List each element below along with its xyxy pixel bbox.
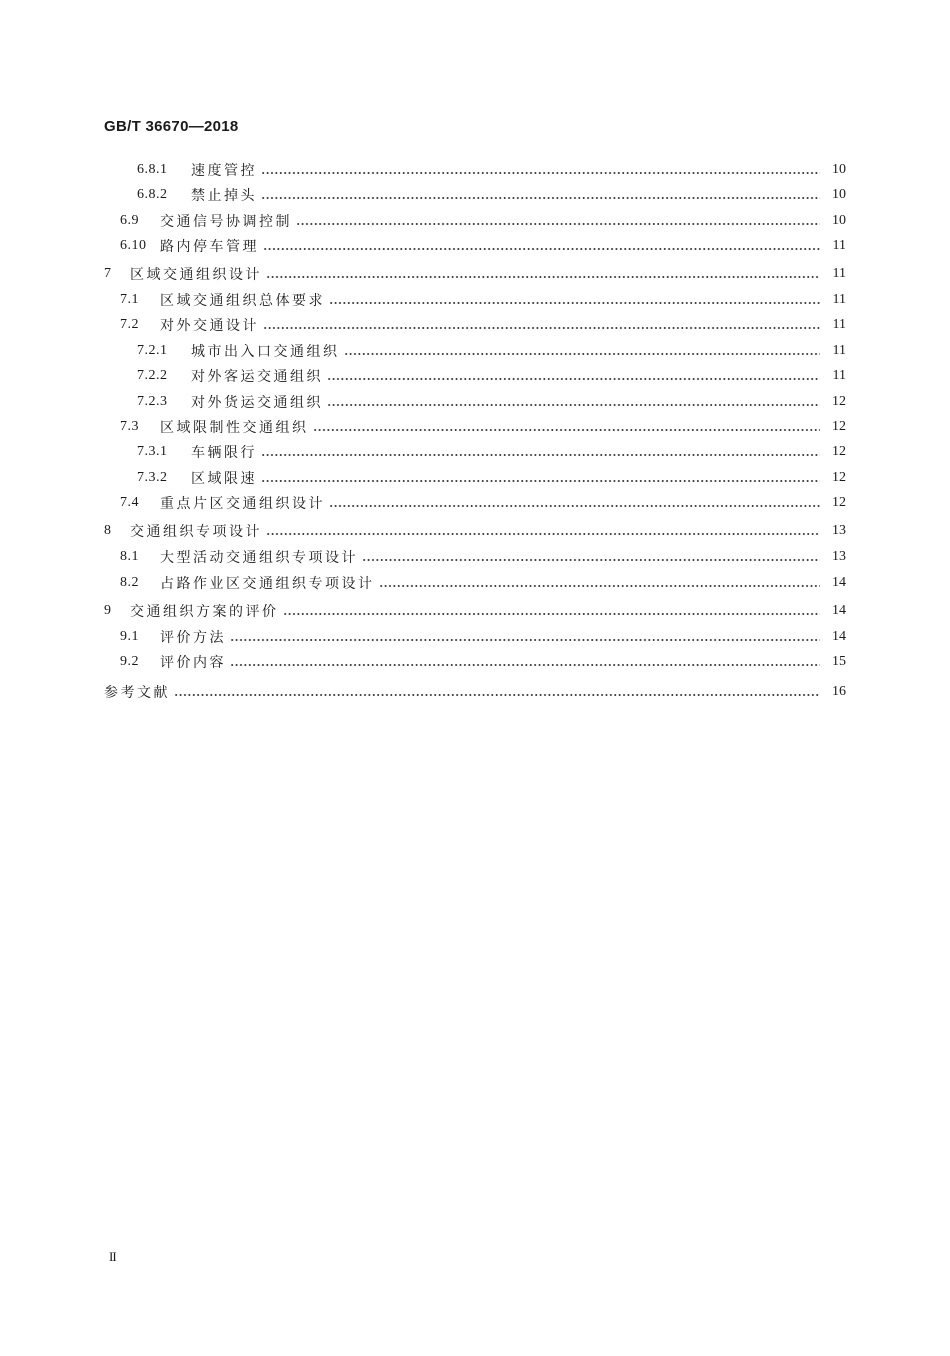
toc-entry-title: 交通组织专项设计 — [130, 524, 262, 540]
toc-dot-leader — [329, 293, 820, 307]
toc-entry-number: 7.2 — [120, 317, 139, 332]
toc-entry-title: 对外客运交通组织 — [191, 369, 323, 385]
toc-entry-title: 城市出入口交通组织 — [191, 344, 340, 360]
toc-entry-title: 重点片区交通组织设计 — [160, 496, 325, 512]
toc-entry-title: 交通组织方案的评价 — [130, 604, 279, 620]
toc-entry[interactable] — [137, 391, 846, 413]
toc-entry-title: 评价方法 — [160, 630, 226, 646]
page-number: II — [109, 1249, 116, 1264]
toc-entry-title: 对外交通设计 — [160, 318, 259, 334]
toc-entry[interactable] — [137, 441, 846, 463]
toc-entry-number: 7.3.1 — [137, 444, 168, 459]
toc-entry[interactable] — [120, 572, 846, 594]
toc-entry-number: 7.2.3 — [137, 394, 168, 409]
toc-entry-title: 大型活动交通组织专项设计 — [160, 550, 358, 566]
toc-entry-page: 10 — [832, 187, 846, 202]
toc-entry[interactable] — [137, 467, 846, 489]
toc-entry-title: 评价内容 — [160, 655, 226, 671]
toc-entry[interactable] — [104, 681, 846, 703]
toc-entry-title: 对外货运交通组织 — [191, 395, 323, 411]
toc-entry-title: 区域限速 — [191, 471, 257, 487]
toc-entry-page: 12 — [832, 419, 846, 434]
toc-dot-leader — [313, 420, 821, 434]
toc-entry-number: 6.8.2 — [137, 187, 168, 202]
toc-dot-leader — [261, 445, 820, 459]
toc-dot-leader — [362, 550, 820, 564]
toc-entry-page: 11 — [832, 368, 846, 383]
toc-entry-number: 8.2 — [120, 575, 139, 590]
toc-dot-leader — [174, 685, 820, 699]
toc-dot-leader — [230, 655, 820, 669]
toc-entry-number: 7.4 — [120, 495, 139, 510]
toc-dot-leader — [230, 630, 820, 644]
toc-dot-leader — [261, 471, 820, 485]
toc-entry-page: 14 — [832, 629, 846, 644]
toc-entry[interactable] — [120, 546, 846, 568]
toc-dot-leader — [266, 267, 820, 281]
toc-entry-page: 12 — [832, 470, 846, 485]
toc-entry-page: 11 — [832, 317, 846, 332]
toc-entry-page: 10 — [832, 162, 846, 177]
toc-entry-number: 9 — [104, 603, 112, 618]
toc-entry[interactable] — [137, 184, 846, 206]
toc-dot-leader — [344, 344, 821, 358]
toc-dot-leader — [283, 604, 821, 618]
toc-entry-page: 10 — [832, 213, 846, 228]
toc-entry[interactable] — [104, 263, 846, 285]
toc-entry-number: 7.1 — [120, 292, 139, 307]
toc-entry-title: 交通信号协调控制 — [160, 214, 292, 230]
toc-entry[interactable] — [137, 365, 846, 387]
toc-entry-title: 占路作业区交通组织专项设计 — [160, 576, 375, 592]
toc-entry-number: 8.1 — [120, 549, 139, 564]
toc-dot-leader — [379, 576, 821, 590]
toc-entry-title: 区域交通组织总体要求 — [160, 293, 325, 309]
toc-entry-number: 7.3.2 — [137, 470, 168, 485]
toc-entry-number: 7.2.1 — [137, 343, 168, 358]
toc-entry-number: 6.8.1 — [137, 162, 168, 177]
toc-entry-title: 速度管控 — [191, 163, 257, 179]
toc-entry-page: 12 — [832, 444, 846, 459]
toc-entry[interactable] — [120, 492, 846, 514]
toc-entry-page: 11 — [832, 238, 846, 253]
toc-entry-page: 11 — [832, 266, 846, 281]
toc-entry-page: 13 — [832, 549, 846, 564]
toc-entry[interactable] — [120, 210, 846, 232]
toc-entry-number: 9.2 — [120, 654, 139, 669]
toc-entry[interactable] — [120, 289, 846, 311]
toc-entry-page: 11 — [832, 292, 846, 307]
toc-entry-number: 8 — [104, 523, 112, 538]
toc-entry-page: 12 — [832, 394, 846, 409]
toc-entry-page: 12 — [832, 495, 846, 510]
toc-dot-leader — [327, 395, 820, 409]
toc-entry-number: 6.10 — [120, 238, 147, 253]
toc-entry-number: 7.3 — [120, 419, 139, 434]
toc-entry-title: 区域限制性交通组织 — [160, 420, 309, 436]
toc-entry[interactable] — [120, 235, 846, 257]
toc-entry-page: 11 — [832, 343, 846, 358]
toc-entry-number: 6.9 — [120, 213, 139, 228]
toc-entry[interactable] — [120, 651, 846, 673]
toc-dot-leader — [261, 163, 820, 177]
toc-entry-page: 13 — [832, 523, 846, 538]
toc-entry-page: 14 — [832, 575, 846, 590]
standard-code: GB/T 36670—2018 — [104, 118, 239, 135]
toc-dot-leader — [263, 239, 820, 253]
toc-dot-leader — [296, 214, 820, 228]
toc-entry[interactable] — [120, 314, 846, 336]
toc-entry[interactable] — [137, 159, 846, 181]
toc-entry-title: 路内停车管理 — [160, 239, 259, 255]
toc-entry-page: 16 — [832, 684, 846, 699]
toc-dot-leader — [327, 369, 820, 383]
toc-entry[interactable] — [120, 416, 846, 438]
toc-entry-title: 禁止掉头 — [191, 188, 257, 204]
toc-entry-number: 7 — [104, 266, 112, 281]
toc-dot-leader — [263, 318, 820, 332]
toc-entry-number: 9.1 — [120, 629, 139, 644]
toc-entry-page: 14 — [832, 603, 846, 618]
toc-entry[interactable] — [137, 340, 846, 362]
toc-entry-title: 车辆限行 — [191, 445, 257, 461]
toc-entry-number: 7.2.2 — [137, 368, 168, 383]
toc-entry[interactable] — [104, 600, 846, 622]
toc-entry-page: 15 — [832, 654, 846, 669]
toc-entry-title: 区域交通组织设计 — [130, 267, 262, 283]
toc-dot-leader — [329, 496, 820, 510]
toc-entry-title: 参考文献 — [104, 685, 170, 701]
toc-dot-leader — [261, 188, 820, 202]
toc-entry[interactable] — [120, 626, 846, 648]
toc-dot-leader — [266, 524, 820, 538]
toc-entry[interactable] — [104, 520, 846, 542]
